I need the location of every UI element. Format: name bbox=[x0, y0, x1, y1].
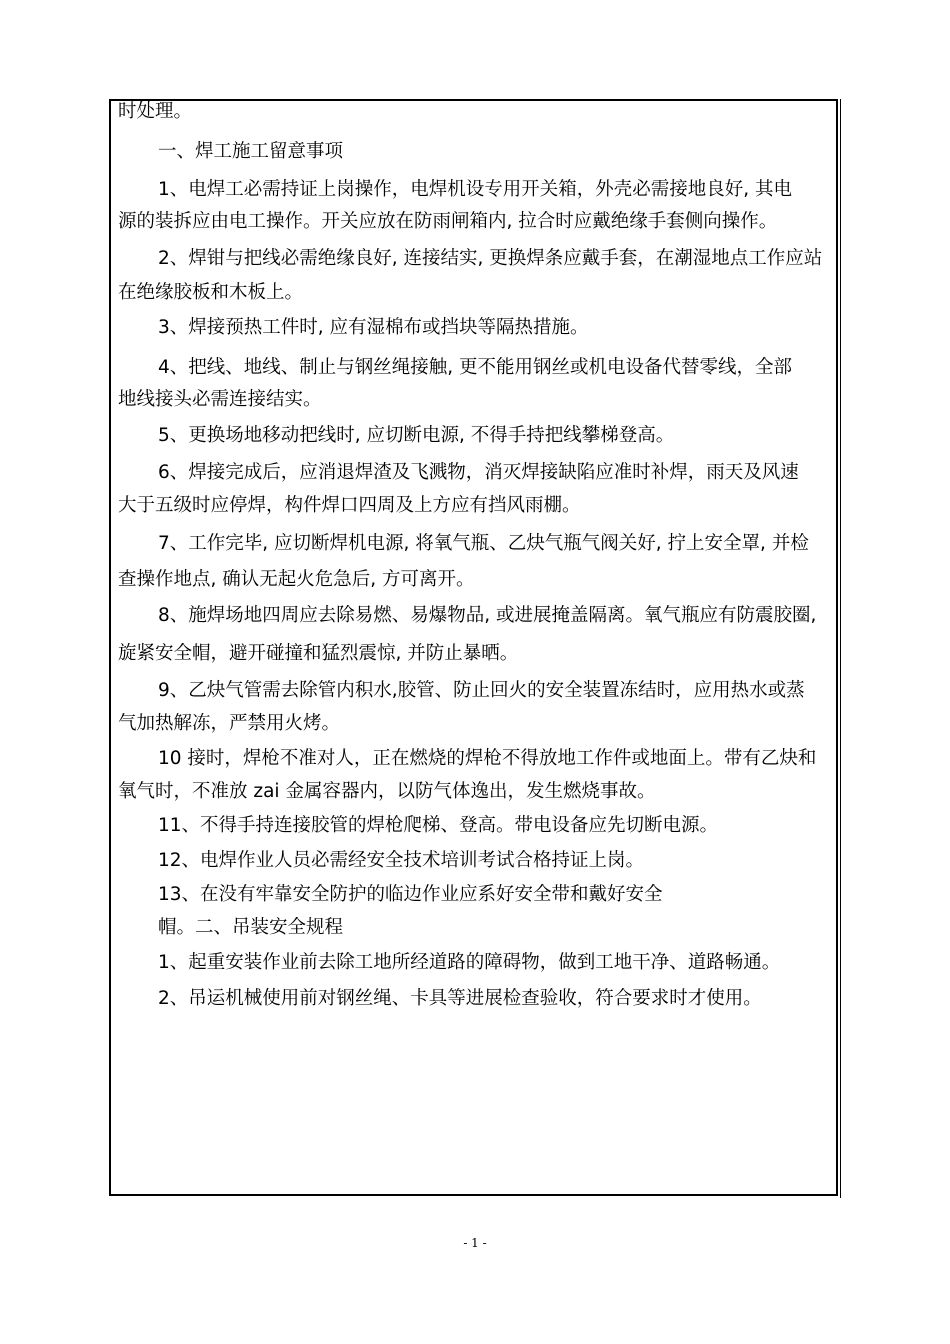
text-line: 2、焊钳与把线必需绝缘良好, 连接结实, 更换焊条应戴手套，在潮湿地点工作应站 bbox=[158, 248, 823, 269]
text-line: 2、吊运机械使用前对钢丝绳、卡具等进展检查验收，符合要求时才使用。 bbox=[158, 988, 762, 1009]
text-line: 11、不得手持连接胶管的焊枪爬梯、登高。带电设备应先切断电源。 bbox=[158, 815, 719, 836]
text-line: 大于五级时应停焊，构件焊口四周及上方应有挡风雨棚。 bbox=[118, 495, 581, 516]
text-line: 在绝缘胶板和木板上。 bbox=[118, 282, 304, 303]
text-line: 旋紧安全帽，避开碰撞和猛烈震惊, 并防止暴晒。 bbox=[118, 643, 519, 664]
text-line: 13、在没有牢靠安全防护的临边作业应系好安全带和戴好安全 bbox=[158, 884, 663, 905]
text-line: 氧气时，不准放 zai 金属容器内，以防气体逸出，发生燃烧事故。 bbox=[118, 781, 656, 802]
text-line: 9、乙炔气管需去除管内积水,胶管、防止回火的安全装置冻结时，应用热水或蒸 bbox=[158, 680, 805, 701]
text-line: 8、施焊场地四周应去除易燃、易爆物品, 或进展掩盖隔离。氧气瓶应有防震胶圈, bbox=[158, 605, 817, 626]
text-line: 6、焊接完成后，应消退焊渣及飞溅物，消灭焊接缺陷应准时补焊，雨天及风速 bbox=[158, 462, 799, 483]
text-line: 12、电焊作业人员必需经安全技术培训考试合格持证上岗。 bbox=[158, 850, 645, 871]
text-line: 1、起重安装作业前去除工地所经道路的障碍物，做到工地干净、道路畅通。 bbox=[158, 952, 781, 973]
text-line: 1、电焊工必需持证上岗操作，电焊机设专用开关箱，外壳必需接地良好, 其电 bbox=[158, 179, 793, 200]
text-line: 气加热解冻，严禁用火烤。 bbox=[118, 713, 341, 734]
page-number: - 1 - bbox=[463, 1236, 487, 1250]
text-line: 10 接时，焊枪不准对人，正在燃烧的焊枪不得放地工作件或地面上。带有乙炔和 bbox=[158, 748, 817, 769]
section-heading: 帽。二、吊装安全规程 bbox=[158, 917, 344, 938]
text-line: 3、焊接预热工件时, 应有湿棉布或挡块等隔热措施。 bbox=[158, 317, 589, 338]
text-line: 5、更换场地移动把线时, 应切断电源, 不得手持把线攀梯登高。 bbox=[158, 425, 675, 446]
text-line: 7、工作完毕, 应切断焊机电源, 将氧气瓶、乙炔气瓶气阀关好, 拧上安全罩, 并检 bbox=[158, 533, 809, 554]
frame-double-line bbox=[840, 99, 841, 1198]
text-line: 4、把线、地线、制止与钢丝绳接触, 更不能用钢丝或机电设备代替零线，全部 bbox=[158, 357, 793, 378]
text-line: 查操作地点, 确认无起火危急后, 方可离开。 bbox=[118, 569, 475, 590]
text-line: 源的装拆应由电工操作。开关应放在防雨闸箱内, 拉合时应戴绝缘手套侧向操作。 bbox=[118, 211, 778, 232]
text-line: 地线接头必需连接结实。 bbox=[118, 389, 322, 410]
section-heading: 一、焊工施工留意事项 bbox=[158, 141, 344, 162]
text-line: 时处理。 bbox=[118, 101, 193, 122]
